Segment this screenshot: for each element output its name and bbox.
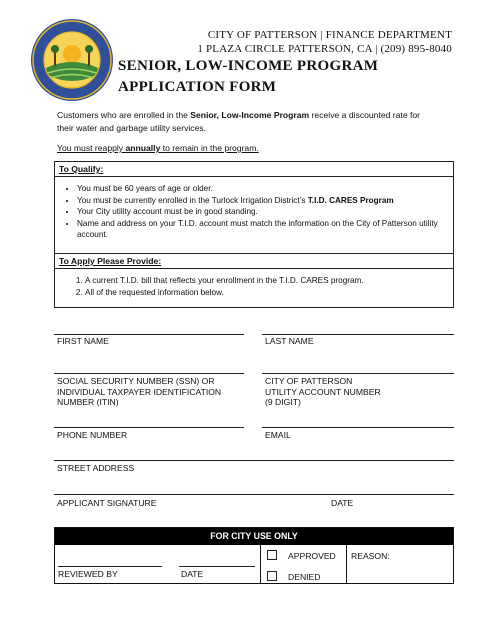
signature-label: APPLICANT SIGNATURE xyxy=(57,498,157,508)
qualify-heading: To Qualify: xyxy=(55,162,453,177)
table-divider xyxy=(260,545,261,583)
form-title-line2: APPLICATION FORM xyxy=(118,79,277,95)
reviewed-by-label: REVIEWED BY xyxy=(58,569,118,579)
department-name: CITY OF PATTERSON | FINANCE DEPARTMENT xyxy=(207,29,452,41)
qualify-item: • Name and address on your T.I.D. account must match the information on the City of Patterson utility account. xyxy=(77,218,453,241)
qualify-item: • You must be 60 years of age or older. xyxy=(77,183,453,195)
reason-label: REASON: xyxy=(351,551,390,561)
reviewed-by-line[interactable] xyxy=(58,566,162,567)
email-line[interactable] xyxy=(262,427,454,428)
ssn-line[interactable] xyxy=(54,373,244,374)
denied-label: DENIED xyxy=(288,572,321,582)
tid-cares-program: T.I.D. CARES Program xyxy=(307,195,394,205)
account-number-label xyxy=(265,376,381,408)
last-name-line[interactable] xyxy=(262,334,454,335)
signature-line[interactable] xyxy=(54,494,454,495)
intro-text: Customers who are enrolled in the xyxy=(57,110,191,120)
phone-label: PHONE NUMBER xyxy=(57,430,128,440)
apply-item: 1. A current T.I.D. bill that reflects your enrollment in the T.I.D. CARES program. xyxy=(85,275,453,287)
reapply-annually: annually xyxy=(125,143,161,153)
reapply-text: You must reapply xyxy=(57,143,126,153)
city-date-line[interactable] xyxy=(179,566,255,567)
city-date-label: DATE xyxy=(181,569,204,579)
qualify-box xyxy=(54,161,454,254)
account-number-line[interactable] xyxy=(262,373,454,374)
reapply-notice xyxy=(57,143,259,153)
form-title xyxy=(118,56,378,98)
ssn-label-line1: SOCIAL SECURITY NUMBER (SSN) OR xyxy=(57,376,215,386)
qualify-list xyxy=(55,183,453,241)
account-label-line3: (9 DIGIT) xyxy=(265,397,301,407)
street-address-line[interactable] xyxy=(54,460,454,461)
reapply-text-end: to remain in the program. xyxy=(160,143,259,153)
first-name-label: FIRST NAME xyxy=(57,336,109,346)
apply-item: 2. All of the requested information below. xyxy=(85,287,453,299)
signature-date-label: DATE xyxy=(331,498,354,508)
apply-box xyxy=(54,253,454,308)
email-label: EMAIL xyxy=(265,430,291,440)
ssn-label xyxy=(57,376,221,408)
apply-heading: To Apply Please Provide: xyxy=(55,254,453,269)
account-label-line1: CITY OF PATTERSON xyxy=(265,376,353,386)
denied-checkbox[interactable] xyxy=(267,571,277,581)
approved-checkbox[interactable] xyxy=(267,550,277,560)
qualify-item-text: You must be currently enrolled in the Turlock Irrigation District’s xyxy=(77,195,308,205)
form-title-line1: SENIOR, LOW-INCOME PROGRAM xyxy=(118,58,379,74)
ssn-label-line2: INDIVIDUAL TAXPAYER IDENTIFICATION xyxy=(57,386,222,397)
account-label-line2: UTILITY ACCOUNT NUMBER xyxy=(265,386,381,397)
qualify-item: • Your City utility account must be in good standing. xyxy=(77,206,453,218)
table-divider xyxy=(346,545,347,583)
intro-paragraph xyxy=(57,109,427,134)
street-address-label: STREET ADDRESS xyxy=(57,463,135,473)
city-seal-logo xyxy=(30,18,114,102)
apply-list xyxy=(55,275,453,298)
department-address: 1 PLAZA CIRCLE PATTERSON, CA | (209) 895-8040 xyxy=(197,43,452,55)
qualify-item xyxy=(77,195,453,207)
phone-line[interactable] xyxy=(54,427,244,428)
ssn-label-line3: NUMBER (ITIN) xyxy=(57,397,119,407)
department-header xyxy=(197,28,452,56)
program-name: Senior, Low-Income Program xyxy=(190,110,310,120)
first-name-line[interactable] xyxy=(54,334,244,335)
city-use-table xyxy=(54,527,454,584)
approved-label: APPROVED xyxy=(288,551,336,561)
intro-text-end: receive a discounted rate for their water and garbage utility services. xyxy=(57,110,421,133)
last-name-label: LAST NAME xyxy=(265,336,314,346)
city-use-heading: FOR CITY USE ONLY xyxy=(55,528,453,545)
